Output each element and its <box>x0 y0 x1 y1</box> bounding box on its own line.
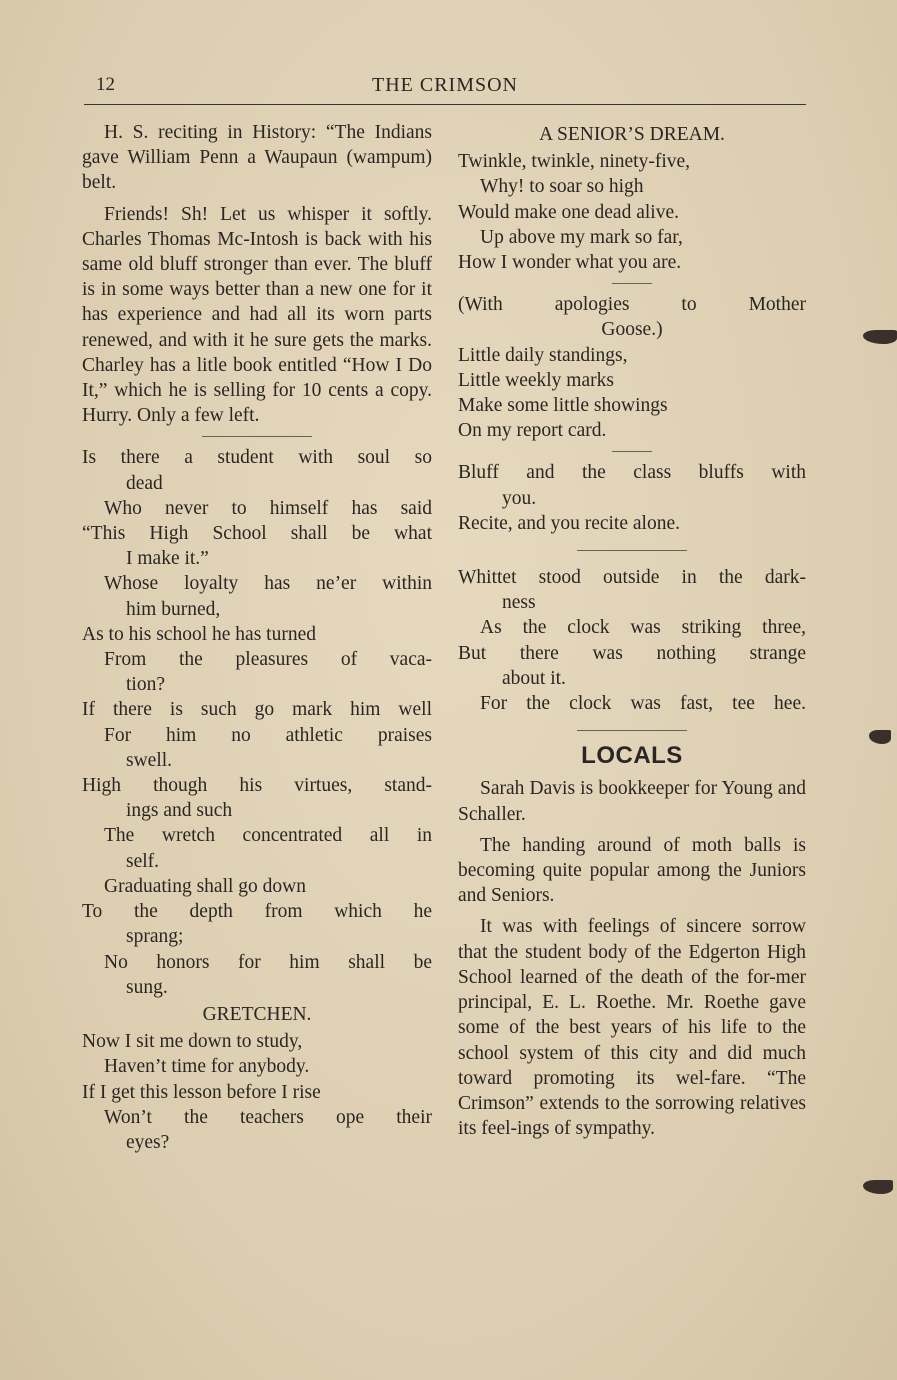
poem-line: But there was nothing strange <box>458 642 806 664</box>
poem-line: swell. <box>126 749 173 771</box>
poem-line: Up above my mark so far, <box>480 226 683 248</box>
dream-title: A SENIOR’S DREAM. <box>539 124 725 145</box>
poem-line: If I get this lesson before I rise <box>82 1081 321 1103</box>
separator <box>577 550 687 551</box>
header-rule <box>84 104 806 105</box>
locals-item: It was with feelings of sincere sorrow that the student body of the Edgerton High School learned of the death of the for-mer principal, E. L. Roethe. Mr. Roethe gave some of the best years of his life to the school system of this city and did much toward promoting its wel-fare. “The Crimson” extends to the sorrowing relatives its feel-ings of sympathy. <box>458 916 806 1140</box>
poem-line: eyes? <box>126 1131 170 1153</box>
poem-line: For him no athletic praises <box>104 724 432 746</box>
poem-line: tion? <box>126 674 165 696</box>
locals-heading: LOCALS <box>581 742 683 770</box>
poem-line: you. <box>502 487 537 509</box>
separator <box>612 283 652 284</box>
page-header <box>84 74 806 104</box>
poem-line: Whittet stood outside in the dark- <box>458 567 806 589</box>
poem-line: Graduating shall go down <box>104 875 307 897</box>
poem-line: Twinkle, twinkle, ninety-five, <box>458 151 691 173</box>
poem-line: Bluff and the class bluffs with <box>458 462 806 484</box>
report-card-poem <box>458 343 806 444</box>
poem-line: If there is such go mark him well <box>82 699 432 721</box>
poem-line: Whose loyalty has ne’er within <box>104 573 432 595</box>
poem-line: “This High School shall be what <box>82 523 432 545</box>
poem-line: From the pleasures of vaca- <box>104 649 432 671</box>
poem-line: sprang; <box>126 926 184 948</box>
gretchen-poem <box>82 1029 432 1155</box>
poem-line: Who never to himself has said <box>104 497 432 519</box>
poem-line: Now I sit me down to study, <box>82 1031 303 1053</box>
separator <box>612 451 652 452</box>
poem-line: Won’t the teachers ope their <box>104 1106 432 1128</box>
separator <box>577 730 687 731</box>
poem-line: about it. <box>502 667 566 689</box>
page-number: 12 <box>96 74 115 95</box>
bluff-poem <box>458 460 806 536</box>
poem-line: For the clock was fast, tee hee. <box>480 693 806 715</box>
mcintosh-item: Friends! Sh! Let us whisper it softly. Charles Thomas Mc-Intosh is back with his same old bluff stronger than ever. The bluff is in some ways better than a new one for it has experience and had all its worn parts renewed, and with it he sure gets the marks. Charley has a litle book entitled “How I Do It,” which he is selling for 10 cents a copy. Hurry. Only a few left. <box>82 203 432 427</box>
poem-line: ings and such <box>126 800 233 822</box>
poem-line: The wretch concentrated all in <box>104 825 432 847</box>
apology-line: (With apologies to Mother <box>458 294 806 316</box>
poem-line: No honors for him shall be <box>104 951 432 973</box>
history-joke: H. S. reciting in History: “The Indians gave William Penn a Waupaun (wampum) belt. <box>82 122 432 194</box>
poem-line: Little daily standings, <box>458 344 628 366</box>
poem-line: On my report card. <box>458 420 607 442</box>
poem-line: How I wonder what you are. <box>458 252 682 274</box>
left-column <box>82 120 432 1155</box>
poem-line: As to his school he has turned <box>82 623 316 645</box>
dream-poem <box>458 149 806 275</box>
locals-item: The handing around of moth balls is becoming quite popular among the Juniors and Seniors. <box>458 834 806 907</box>
whittet-poem <box>458 565 806 716</box>
page-damage-mark <box>863 330 897 344</box>
poem-line: High though his virtues, stand- <box>82 775 432 797</box>
poem-line: To the depth from which he <box>82 901 432 923</box>
poem-line: ness <box>502 592 536 614</box>
locals-item: Sarah Davis is bookkeeper for Young and Schaller. <box>458 778 806 825</box>
poem-line: Would make one dead alive. <box>458 201 679 223</box>
page-damage-mark <box>869 730 891 744</box>
poem-line: Recite, and you recite alone. <box>458 512 680 534</box>
loyalty-poem <box>82 445 432 999</box>
poem-line: Why! to soar so high <box>480 176 644 198</box>
separator <box>202 436 312 437</box>
apology-line: Goose.) <box>601 319 663 341</box>
poem-line: Little weekly marks <box>458 369 614 391</box>
poem-line: sung. <box>126 976 168 998</box>
poem-line: Is there a student with soul so <box>82 447 432 469</box>
poem-line: Haven’t time for anybody. <box>104 1056 310 1078</box>
poem-line: I make it.” <box>126 548 209 570</box>
poem-line: Make some little showings <box>458 395 668 417</box>
poem-line: self. <box>126 850 160 872</box>
running-head: THE CRIMSON <box>371 74 518 96</box>
gretchen-title: GRETCHEN. <box>202 1003 312 1025</box>
poem-line: As the clock was striking three, <box>480 617 806 639</box>
poem-line: dead <box>126 472 163 494</box>
page-damage-mark <box>863 1180 893 1194</box>
right-column <box>458 120 806 1147</box>
poem-line: him burned, <box>126 598 221 620</box>
